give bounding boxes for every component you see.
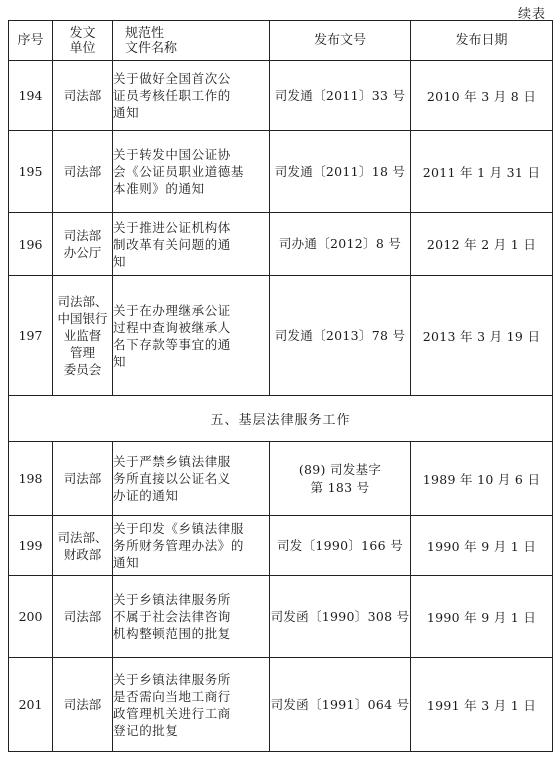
continued-label: 续表 — [517, 7, 546, 22]
cell-title-line: 通知 — [113, 555, 140, 570]
table-row — [9, 213, 553, 276]
cell-title-line: 证员考核任职工作的 — [113, 88, 231, 103]
cell-title-line: 务所财务管理办法》的 — [113, 538, 245, 553]
cell-title-line: 关于严禁乡镇法律服 — [113, 454, 231, 469]
cell-unit-line: 财政部 — [63, 546, 102, 562]
cell-unit — [53, 131, 113, 213]
cell-title — [113, 658, 270, 752]
cell-unit-line: 委员会 — [63, 362, 102, 377]
regulation-table — [8, 20, 553, 752]
cell-title-line: 本准则》的通知 — [113, 181, 205, 196]
cell-date: 1990 年 9 月 1 日 — [411, 516, 553, 576]
cell-unit-line: 司法部 — [63, 228, 102, 243]
cell-unit-line: 司法部 — [63, 164, 102, 179]
header-unit — [53, 21, 113, 61]
cell-unit-line: 司法部 — [63, 471, 102, 486]
cell-unit-line: 司法部 — [63, 697, 102, 712]
table-row — [9, 516, 553, 576]
cell-title-line: 关于推进公证机构体 — [113, 219, 231, 235]
cell-unit — [53, 658, 113, 752]
cell-title — [113, 576, 270, 658]
cell-seq: 200 — [9, 576, 53, 658]
cell-unit — [53, 516, 113, 576]
cell-doc-number — [270, 576, 411, 658]
cell-doc-number — [270, 516, 411, 576]
section-title: 五、基层法律服务工作 — [9, 396, 553, 442]
table-row — [9, 61, 553, 131]
cell-title — [113, 213, 270, 276]
cell-unit-line: 司法部、 — [57, 294, 108, 309]
cell-title-line: 会《公证员职业道德基 — [113, 164, 245, 179]
header-title-line: 文件名称 — [125, 40, 178, 56]
cell-doc-number — [270, 276, 411, 396]
cell-title-line: 关于做好全国首次公 — [113, 71, 231, 86]
header-title-line: 规范性 — [125, 25, 165, 41]
cell-title — [113, 442, 270, 516]
table-row — [9, 131, 553, 213]
table-header-row — [9, 21, 553, 61]
cell-doc-number — [270, 131, 411, 213]
cell-unit-line: 办公厅 — [63, 245, 102, 260]
cell-doc-number-line: 第 183 号 — [310, 479, 370, 495]
cell-doc-number-line: 司发函〔1991〕064 号 — [270, 696, 410, 712]
cell-doc-number-line: 司发函〔1990〕308 号 — [270, 608, 410, 624]
table-row — [9, 276, 553, 396]
cell-title-line: 关于在办理继承公证 — [113, 302, 231, 318]
cell-unit — [53, 276, 113, 396]
cell-seq: 195 — [9, 131, 53, 213]
cell-unit — [53, 61, 113, 131]
section-row — [9, 396, 553, 442]
cell-unit — [53, 576, 113, 658]
cell-title-line: 知 — [113, 253, 127, 269]
cell-title — [113, 276, 270, 396]
cell-unit-line: 中国银行 — [57, 311, 108, 326]
cell-title-line: 名下存款等事宜的通 — [113, 336, 231, 352]
table-row — [9, 658, 553, 752]
cell-seq: 201 — [9, 658, 53, 752]
cell-unit-line: 管理 — [69, 345, 95, 360]
cell-date: 2010 年 3 月 8 日 — [411, 61, 553, 131]
cell-date: 1990 年 9 月 1 日 — [411, 576, 553, 658]
cell-date: 2012 年 2 月 1 日 — [411, 213, 553, 276]
cell-title-line: 不属于社会法律咨询 — [113, 609, 231, 624]
cell-title-line: 机构整顿范围的批复 — [113, 626, 231, 641]
cell-doc-number-line: 司办通〔2012〕8 号 — [278, 236, 402, 251]
cell-unit-line: 司法部、 — [57, 529, 108, 545]
cell-doc-number — [270, 61, 411, 131]
cell-title-line: 登记的批复 — [113, 722, 179, 738]
cell-date: 2013 年 3 月 19 日 — [411, 276, 553, 396]
header-doc-number: 发布文号 — [270, 21, 411, 61]
cell-unit-line: 业监督 — [63, 328, 102, 343]
cell-date: 1991 年 3 月 1 日 — [411, 658, 553, 752]
cell-doc-number-line: 司发通〔2011〕33 号 — [274, 87, 406, 103]
cell-date: 2011 年 1 月 31 日 — [411, 131, 553, 213]
header-unit-line: 发文 — [69, 25, 96, 41]
cell-doc-number-line: 司发通〔2013〕78 号 — [274, 327, 406, 343]
cell-title-line: 关于印发《乡镇法律服 — [113, 521, 245, 536]
cell-title-line: 制改革有关问题的通 — [113, 236, 231, 252]
cell-title-line: 过程中查询被继承人 — [113, 319, 231, 335]
cell-seq: 198 — [9, 442, 53, 516]
cell-seq: 194 — [9, 61, 53, 131]
cell-seq: 199 — [9, 516, 53, 576]
cell-doc-number-line: 司发〔1990〕166 号 — [276, 537, 404, 553]
header-title — [113, 21, 270, 61]
cell-title-line: 知 — [113, 353, 127, 369]
cell-seq: 196 — [9, 213, 53, 276]
cell-date: 1989 年 10 月 6 日 — [411, 442, 553, 516]
cell-seq: 197 — [9, 276, 53, 396]
cell-doc-number-line: (89) 司发基字 — [298, 461, 382, 477]
cell-title-line: 政管理机关进行工商 — [113, 705, 231, 721]
header-unit-line: 单位 — [69, 40, 96, 56]
cell-title-line: 是否需向当地工商行 — [113, 688, 231, 704]
table-body-part-2 — [9, 442, 553, 752]
header-seq: 序号 — [9, 21, 53, 61]
table-row — [9, 576, 553, 658]
cell-title-line: 务所直接以公证名义 — [113, 471, 231, 486]
cell-unit-line: 司法部 — [63, 609, 102, 624]
cell-title-line: 关于乡镇法律服务所 — [113, 671, 231, 687]
cell-title-line: 关于乡镇法律服务所 — [113, 592, 231, 607]
cell-title-line: 通知 — [113, 105, 140, 120]
table-body-part-1 — [9, 61, 553, 396]
cell-title-line: 关于转发中国公证协 — [113, 147, 231, 162]
cell-doc-number — [270, 442, 411, 516]
cell-title — [113, 516, 270, 576]
table-row — [9, 442, 553, 516]
cell-unit — [53, 213, 113, 276]
cell-doc-number — [270, 658, 411, 752]
header-date: 发布日期 — [411, 21, 553, 61]
cell-title — [113, 131, 270, 213]
cell-title-line: 办证的通知 — [113, 488, 179, 503]
cell-unit-line: 司法部 — [63, 88, 102, 103]
cell-doc-number — [270, 213, 411, 276]
cell-unit — [53, 442, 113, 516]
cell-title — [113, 61, 270, 131]
cell-doc-number-line: 司发通〔2011〕18 号 — [274, 163, 406, 179]
